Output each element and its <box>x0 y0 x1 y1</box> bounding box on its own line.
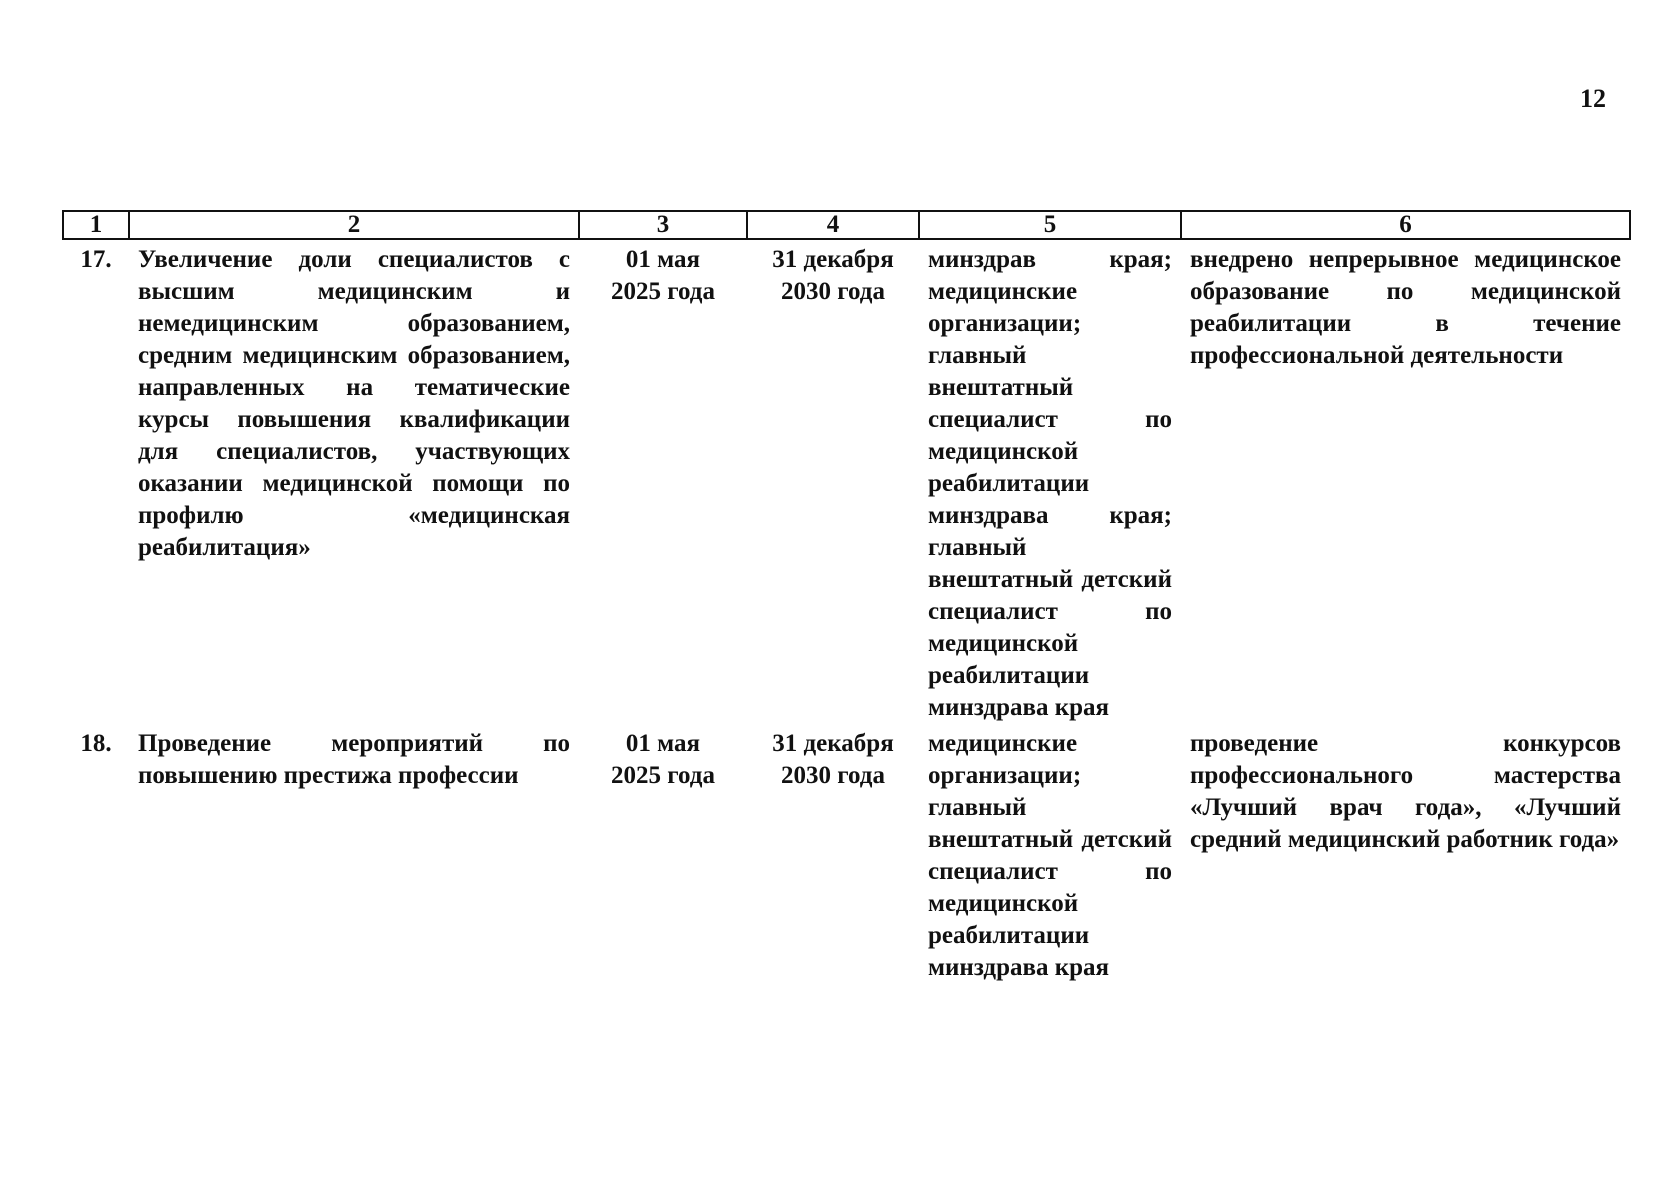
activity-cell: Проведение мероприятий по повышению престижа профессии <box>138 730 570 789</box>
end-date-cell <box>747 239 919 724</box>
responsible-cell: минздрав края; медицинские организации; главный внештатный специалист по медицинской реабилитации минздрава края; главный внештатный детский специалист по медицинской реабилитации минздрава края <box>928 246 1172 721</box>
column-header-5: 5 <box>919 211 1181 239</box>
row-number: 18. <box>80 730 112 757</box>
start-date-cell <box>579 239 747 724</box>
result-cell: внедрено непрерывное медицинское образование по медицинской реабилитации в течение профессиональной деятельности <box>1190 246 1621 369</box>
activity-cell: Увеличение доли специалистов с высшим медицинским и немедицинским образованием, средним медицинским образованием, направленных на тематические курсы повышения квалификации для специалистов, участвующих оказании медицинской помощи по профилю «медицинская реабилитация» <box>138 246 570 561</box>
start-date-year: 2025 года <box>611 762 715 789</box>
result-cell: проведение конкурсов профессионального мастерства «Лучший врач года», «Лучший средний медицинский работник года» <box>1190 730 1621 853</box>
column-header-6: 6 <box>1181 211 1630 239</box>
column-header-3: 3 <box>579 211 747 239</box>
end-date-day: 31 декабря <box>772 246 894 273</box>
row-number: 17. <box>80 246 112 273</box>
column-header-4: 4 <box>747 211 919 239</box>
end-date-year: 2030 года <box>781 278 885 305</box>
start-date-year: 2025 года <box>611 278 715 305</box>
start-date-cell <box>579 724 747 984</box>
column-header-2: 2 <box>129 211 579 239</box>
end-date-day: 31 декабря <box>772 730 894 757</box>
page-number: 12 <box>1580 84 1606 113</box>
column-header-1: 1 <box>63 211 129 239</box>
start-date-day: 01 мая <box>625 730 701 757</box>
responsible-cell: медицинские организации; главный внештатный детский специалист по медицинской реабилитации минздрава края <box>928 730 1172 981</box>
activity-table <box>62 210 1631 984</box>
end-date-year: 2030 года <box>781 762 885 789</box>
start-date-day: 01 мая <box>625 246 701 273</box>
table-row <box>63 239 1630 724</box>
table-row <box>63 724 1630 984</box>
header-row <box>63 211 1630 239</box>
end-date-cell <box>747 724 919 984</box>
